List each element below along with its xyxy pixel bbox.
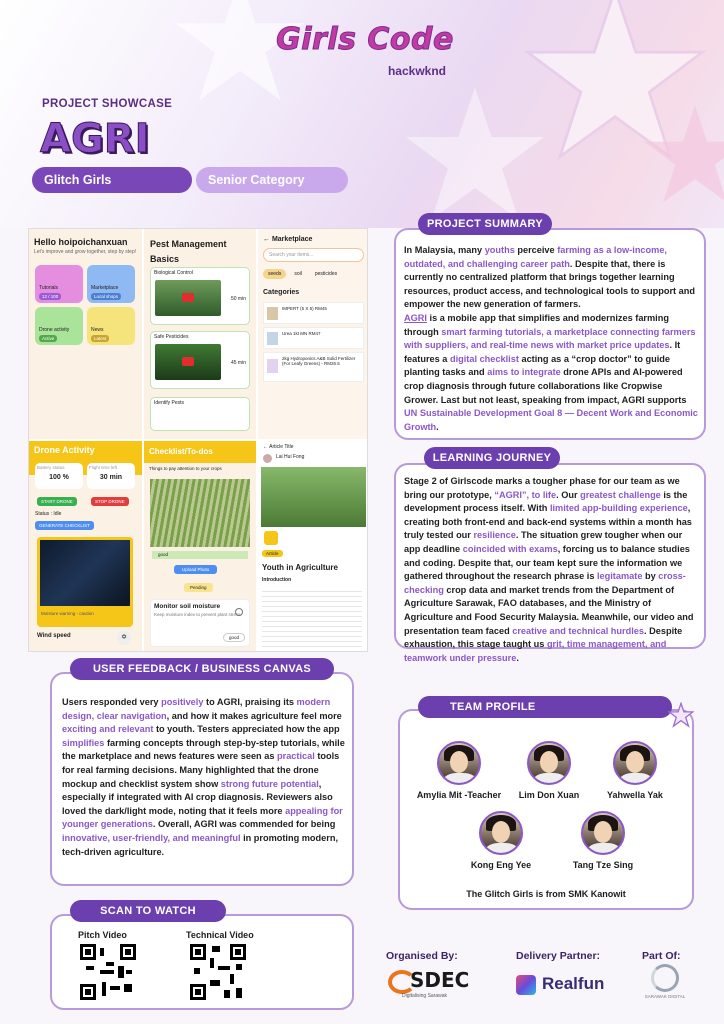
delivery-partner-label: Delivery Partner: bbox=[516, 950, 601, 962]
filter-chip[interactable]: seeds bbox=[263, 269, 286, 279]
lesson-duration: 45 min bbox=[230, 360, 246, 366]
task-note: Keep moisture index to prevent plant stress. bbox=[154, 612, 242, 617]
project-title: AGRI bbox=[40, 116, 150, 162]
article-author: Lai Hui Fong bbox=[276, 454, 305, 460]
tile-label: Marketplace bbox=[91, 285, 119, 291]
team-school: The Glitch Girls is from SMK Kanowit bbox=[466, 889, 626, 899]
logo-text: Girls Code bbox=[276, 22, 454, 57]
tile-badge: Local shops bbox=[91, 293, 121, 300]
battery-label: Battery status bbox=[37, 465, 65, 470]
product-image bbox=[267, 359, 278, 373]
star-decoration-icon bbox=[400, 80, 550, 228]
task-status: good bbox=[223, 633, 245, 642]
part-of-name: SARAWAK DIGITAL bbox=[644, 994, 686, 999]
tile-badge: Active bbox=[39, 335, 57, 342]
member-name: Tang Tze Sing bbox=[572, 860, 634, 870]
sdec-logo bbox=[388, 968, 484, 1002]
video-thumbnail[interactable] bbox=[155, 344, 221, 380]
product-image bbox=[267, 332, 278, 345]
team-profile-heading: TEAM PROFILE bbox=[418, 696, 672, 718]
lesson-duration: 50 min bbox=[230, 296, 246, 302]
flight-time-value: 30 min bbox=[99, 474, 123, 481]
task-checkbox[interactable] bbox=[235, 608, 243, 616]
project-summary-box bbox=[394, 228, 706, 440]
article-screen bbox=[258, 441, 368, 652]
organiser-tagline: Digitalising Sarawak bbox=[402, 993, 448, 999]
realfun-logo bbox=[516, 972, 616, 998]
tile-badge: Latest bbox=[91, 335, 109, 342]
realfun-mark-icon bbox=[516, 975, 536, 995]
avatar bbox=[613, 741, 657, 785]
listing-title: IMPERT (5 X 5) RM45 bbox=[282, 306, 327, 311]
team-member bbox=[580, 741, 690, 800]
task-title: Monitor soil moisture bbox=[154, 603, 221, 610]
back-arrow-icon[interactable]: ← bbox=[263, 236, 270, 243]
girlscode-logo bbox=[270, 22, 460, 88]
filter-chip[interactable]: pesticides bbox=[314, 271, 338, 277]
home-screen bbox=[29, 229, 142, 439]
battery-card bbox=[35, 463, 83, 489]
delivery-partner-name: Realfun bbox=[542, 974, 605, 993]
member-name: Amylia Mit -Teacher bbox=[416, 790, 502, 800]
listing-title: 2kg Hydroponics A&B Solid Fertilizer (For Leafy Greens) - RM26.5 bbox=[282, 356, 356, 366]
learning-journey-heading: LEARNING JOURNEY bbox=[424, 447, 560, 469]
home-greeting: Hello hoipoichanxuan bbox=[34, 237, 128, 247]
play-icon bbox=[182, 293, 194, 302]
tile-label: Drone activity bbox=[39, 327, 70, 333]
avatar bbox=[527, 741, 571, 785]
task-card[interactable] bbox=[150, 599, 250, 647]
back-arrow-icon[interactable]: ← bbox=[263, 444, 268, 450]
leaf-icon bbox=[264, 531, 278, 545]
tutorials-tile[interactable] bbox=[35, 265, 83, 303]
start-drone-button[interactable]: START DRONE bbox=[37, 497, 77, 506]
filter-chip[interactable]: soil bbox=[294, 271, 302, 277]
checklist-screen bbox=[144, 441, 256, 652]
member-name: Lim Don Xuan bbox=[518, 790, 580, 800]
generate-checklist-button[interactable]: GENERATE CHECKLIST bbox=[35, 521, 94, 530]
lesson-card[interactable] bbox=[150, 331, 250, 389]
avatar bbox=[581, 811, 625, 855]
crop-status: good bbox=[152, 551, 248, 559]
tile-label: News bbox=[91, 327, 104, 333]
showcase-label: PROJECT SHOWCASE bbox=[42, 98, 173, 110]
lesson-card[interactable] bbox=[150, 397, 250, 431]
crop-photo bbox=[150, 479, 250, 547]
user-feedback-heading: USER FEEDBACK / BUSINESS CANVAS bbox=[70, 658, 334, 680]
avatar bbox=[437, 741, 481, 785]
market-search-input[interactable]: Search your items... bbox=[263, 248, 364, 262]
marketplace-screen bbox=[258, 229, 368, 439]
star-decoration-icon bbox=[640, 100, 724, 210]
article-body bbox=[262, 587, 362, 647]
drone-status: Status : Idle bbox=[35, 511, 62, 517]
part-of-label: Part Of: bbox=[642, 950, 681, 962]
play-icon bbox=[182, 357, 194, 366]
article-intro: Introduction bbox=[262, 577, 292, 583]
market-title: Marketplace bbox=[271, 236, 313, 243]
battery-value: 100 % bbox=[49, 474, 69, 481]
drone-tile[interactable] bbox=[35, 307, 83, 345]
summary-text: In Malaysia, many youths perceive farming as a low-income, outdated, and challenging career path. Despite that, there is currently no centralized platform that brings together learning resources, product access, and technological tools to support and empower the new generation of farmers. AGRI is a mobile app that simplifies and modernizes farming through smart farming tutorials, a marketplace connecting farmers with suppliers, and real-time news with market price updates. It features a digital checklist acting as a “crop doctor” to guide planting tasks and aims to integrate drone APIs and AI-powered crop diagnosis through future collaborations like Cropwise Grower. Last but not least, speaking from impact, AGRI supports UN Sustainable Development Goal 8 — Decent Work and Economic Growth. bbox=[404, 245, 698, 432]
drone-screen bbox=[29, 441, 142, 652]
member-name: Yahwella Yak bbox=[607, 790, 663, 800]
upload-photo-button[interactable]: Upload Photo bbox=[174, 565, 217, 574]
listing-item[interactable] bbox=[263, 327, 364, 349]
fan-icon: ✡ bbox=[117, 631, 131, 645]
journey-text: Stage 2 of Girlscode marks a tougher phase for our team as we bring our prototype, “AGRI”, to life. Our greatest challenge is the development process itself. With limited app-building experience, creating both front-end and back-end systems within a month has truly tested our resilience. The situation grew tougher when our app deadline coincided with exams, forcing us to balance studies and coding. Despite that, our team kept sure the information we gathered throughout the research phrase is legitamate by cross-checking crop data and market trends from the Department of Agriculture Sarawak, FAO databases, and the Ministry of Agriculture and Food Security Malaysia. Meanwhile, our video and presentation team faced creative and technical hurdles. Despite exhaustion, this stage taught us grit, time management, and teamwork under pressure. bbox=[404, 476, 694, 663]
pitch-video-qr-code[interactable] bbox=[80, 944, 136, 1000]
drone-map bbox=[40, 540, 130, 606]
technical-video-label: Technical Video bbox=[186, 930, 254, 940]
article-tag: Article bbox=[262, 550, 283, 557]
article-top: Article Title bbox=[269, 444, 294, 450]
stop-drone-button[interactable]: STOP DRONE bbox=[91, 497, 129, 506]
listing-item[interactable] bbox=[263, 302, 364, 324]
flight-time-label: Flight time left bbox=[89, 465, 118, 470]
categories-label: Categories bbox=[263, 289, 300, 296]
scan-box bbox=[50, 914, 354, 1010]
sarawak-digital-icon bbox=[651, 964, 679, 992]
learning-journey-box bbox=[394, 463, 706, 663]
project-summary-heading: PROJECT SUMMARY bbox=[418, 213, 552, 235]
member-name: Kong Eng Yee bbox=[470, 860, 532, 870]
tile-badge: 12 / 100 bbox=[39, 293, 61, 300]
user-feedback-box bbox=[50, 672, 354, 886]
listing-title: Urea 1kt MN RM47 bbox=[282, 331, 321, 336]
team-name-pill: Glitch Girls bbox=[32, 167, 192, 193]
wind-speed-label: Wind speed bbox=[37, 633, 71, 639]
video-thumbnail[interactable] bbox=[155, 280, 221, 316]
flight-time-card bbox=[87, 463, 135, 489]
drone-map-card bbox=[37, 537, 133, 627]
organised-by-label: Organised By: bbox=[386, 950, 458, 962]
checklist-subtitle: Things to pay attention to your crops bbox=[149, 466, 222, 471]
sarawak-digital-logo bbox=[640, 964, 690, 1014]
lesson-label: Biological Control bbox=[154, 270, 193, 276]
lesson-card[interactable] bbox=[150, 267, 250, 325]
pitch-video-label: Pitch Video bbox=[78, 930, 127, 940]
article-title: Youth in Agriculture bbox=[262, 563, 338, 572]
organiser-name: SDEC bbox=[410, 968, 470, 992]
team-profile-box bbox=[398, 709, 694, 910]
article-photo bbox=[261, 467, 366, 527]
feedback-text: Users responded very positively to AGRI, praising its modern design, clear navigation, and how it makes agriculture feel more exciting and relevant to youth. Testers appreciated how the app simplifies farming concepts through step-by-step tutorials, while the marketplace and news features were seen as practical tools for real farming decisions. Many highlighted that the drone mockup and checklist system show strong future potential, especially if integrated with AI crop diagnosis. Reviewers also loved the dark/light mode, noting that it feels more appealing for younger generations. Overall, AGRI was commended for being innovative, user-friendly, and meaningful in promoting modern, tech-driven agriculture. bbox=[62, 697, 345, 857]
drone-mode: Moisture warning - caution bbox=[41, 611, 94, 616]
avatar bbox=[479, 811, 523, 855]
technical-video-qr-code[interactable] bbox=[190, 944, 246, 1000]
star-decoration-icon bbox=[668, 702, 694, 728]
scan-to-watch-heading: SCAN TO WATCH bbox=[70, 900, 226, 922]
pending-badge: Pending bbox=[184, 583, 213, 592]
news-tile[interactable] bbox=[87, 307, 135, 345]
pest-title: Pest Management Basics bbox=[150, 239, 227, 264]
team-member bbox=[548, 811, 658, 870]
pest-screen bbox=[144, 229, 256, 439]
lesson-label: Safe Pesticides bbox=[154, 334, 189, 340]
marketplace-tile[interactable] bbox=[87, 265, 135, 303]
home-subtitle: Let's improve and grow together, step by step! bbox=[34, 249, 137, 255]
team-member bbox=[446, 811, 556, 870]
author-avatar bbox=[263, 454, 272, 463]
category-pill: Senior Category bbox=[196, 167, 348, 193]
listing-item[interactable] bbox=[263, 352, 364, 382]
tile-label: Tutorials bbox=[39, 285, 58, 291]
app-screenshots bbox=[28, 228, 368, 652]
logo-subtext: hackwknd bbox=[387, 64, 446, 78]
product-image bbox=[267, 307, 278, 320]
checklist-title: Checklist/To-dos bbox=[144, 441, 256, 463]
drone-title: Drone Activity bbox=[29, 441, 142, 475]
lesson-label: Identify Pests bbox=[154, 400, 185, 406]
